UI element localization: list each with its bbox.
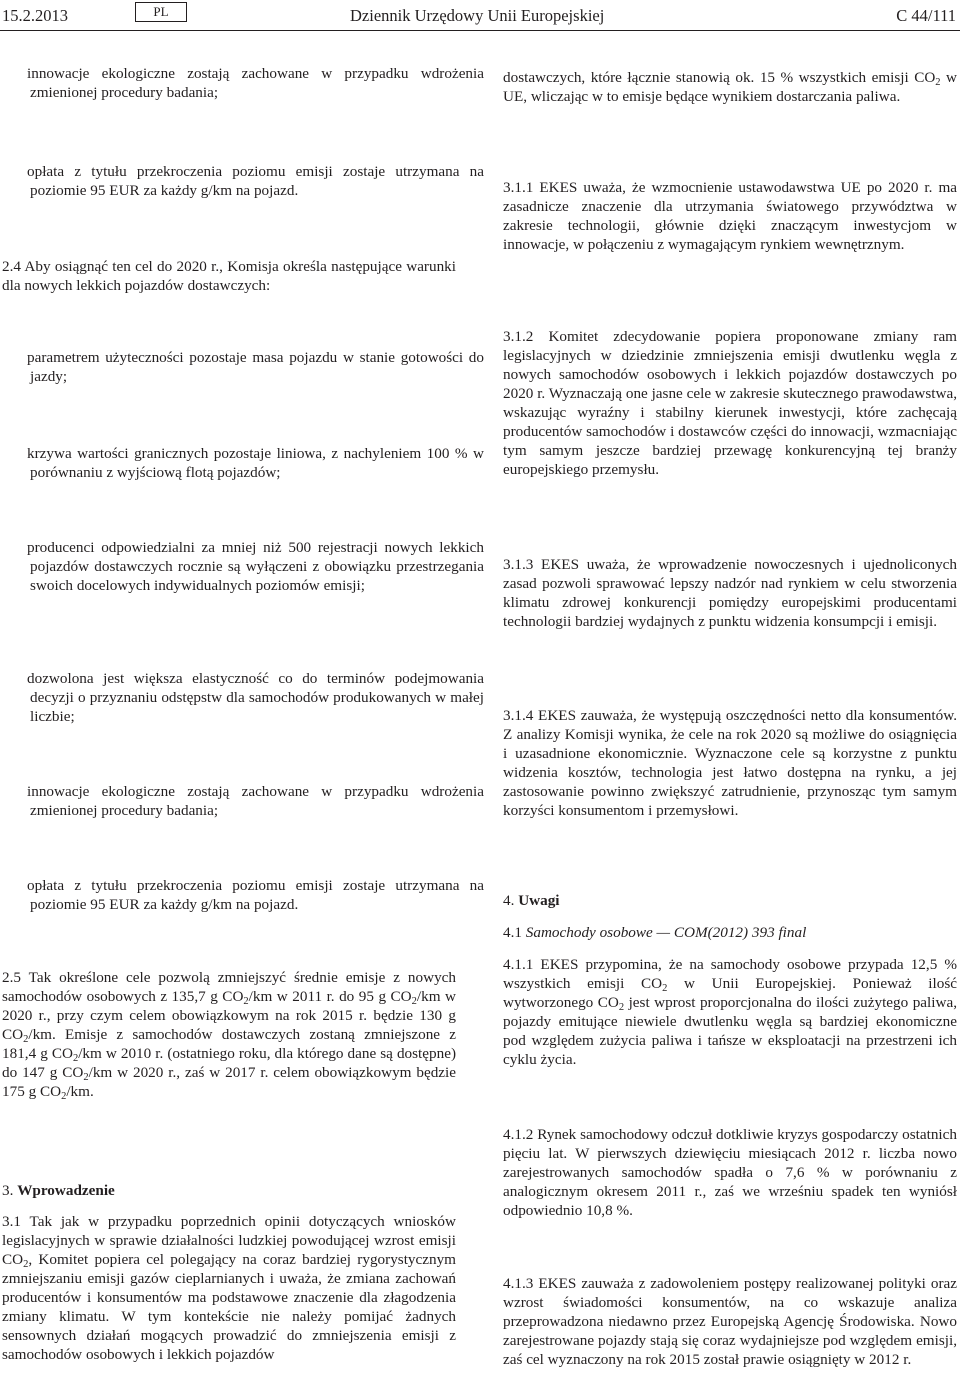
section-heading-3: 3. Wprowadzenie	[2, 1182, 115, 1199]
paragraph-3-1-1: 3.1.1 EKES uważa, że wzmocnienie ustawodawstwa UE po 2020 r. ma zasadnicze znaczenie dla utrzymania światowego przywództwa w zakresie technologii, głównie dzięki znaczącym inwestycjom w innowacje, w połączeniu z wymagającym rynkiem wewnętrznym.	[503, 179, 957, 253]
page-header	[0, 0, 960, 30]
paragraph-2-5: 2.5 Tak określone cele pozwolą zmniejszyć średnie emisje z nowych samochodów osobowych z 135,7 g $CO_2/km$ w 2011 r. do 95 g $CO_2/km$ w 2020 r., przy czym celem obowiązkowym na rok 2015 r. będzie 130 g $CO_2/km$. Emisje z samochodów dostawczych zostaną zmniejszone z 181,4 g $CO_2/km$ w 2010 r. (ostatniego roku, dla którego dane są dostępne) do 147 g $CO_2/km$ w 2020 r., zaś w 2017 r. celem obowiązkowym będzie 175 g $CO_2/km$.	[2, 969, 456, 1102]
paragraph-3-1-3: 3.1.3 EKES uważa, że wprowadzenie nowoczesnych i ujednoliconych zasad pozwoli sprawować lepszy nadzór nad rynkiem w celu stworzenia klimatu zdrowej konkurencji pomiędzy europejskimi producentami technologii bardziej wydajnych z punktu widzenia konsumpcji i emisji.	[503, 556, 957, 630]
paragraph-3-1-4: 3.1.4 EKES zauważa, że występują oszczędności netto dla konsumentów. Z analizy Komisji wynika, że cele na rok 2020 są możliwe do osiągnięcia i uzasadnione ekonomicznie. Wyznaczone cele są korzystne z punktu widzenia kosztów, technologia jest łatwo dostępna na rynku, a jej zastosowanie powinno zwiększyć zatrudnienie, przynosząc tym samym korzyści konsumentom i przemysłowi.	[503, 707, 957, 819]
bullet-item: opłata z tytułu przekroczenia poziomu emisji zostaje utrzymana na poziomie 95 EUR za każdy g/km na pojazd.	[27, 163, 484, 199]
paragraph-3-1: 3.1 Tak jak w przypadku poprzednich opinii dotyczących wniosków legislacyjnych w sprawie działalności ludzkiej powodującej wzrost emisji $CO_2$, Komitet popiera cel polegający na coraz bardziej rygorystycznym zmniejszaniu emisji gazów cieplarnianych i uważa, że zmiana zachowań producentów i konsumentów ma podstawowe znaczenie dla złagodzenia zmiany klimatu. W tym kontekście nie należy pomijać żadnych sensownych działań mogących prowadzić do zmniejszenia emisji z samochodów osobowych i lekkich pojazdów	[2, 1213, 456, 1363]
bullet-item: innowacje ekologiczne zostają zachowane w przypadku wdrożenia zmienionej procedury badania;	[27, 783, 484, 819]
paragraph-3-1-2: 3.1.2 Komitet zdecydowanie popiera proponowane zmiany ram legislacyjnych w dziedzinie zmniejszenia emisji dwutlenku węgla z nowych samochodów osobowych i lekkich pojazdów dostawczych po 2020 r. Wyznaczają one jasne cele w zakresie skutecznego prawodawstwa, wskazując wyraźny i stabilny kierunek inwestycji, które zachęcają producentów samochodów i dostawców części do innowacji, wzmacniając tym samym jeszcze bardziej przewagę konkurencyjną tej branży europejskiego przemysłu.	[503, 328, 957, 478]
section-heading-4: 4. Uwagi	[503, 892, 560, 909]
journal-title: Dziennik Urzędowy Unii Europejskiej	[350, 6, 605, 25]
header-rule	[0, 30, 960, 31]
header-date: 15.2.2013	[2, 6, 68, 25]
language-badge: PL	[135, 2, 187, 22]
bullet-item: dozwolona jest większa elastyczność co do terminów podejmowania decyzji o przyznaniu odstępstw dla samochodów produkowanych w małej liczbie;	[27, 670, 484, 725]
bullet-item: parametrem użyteczności pozostaje masa pojazdu w stanie gotowości do jazdy;	[27, 349, 484, 385]
paragraph-continuation: dostawczych, które łącznie stanowią ok. 15 % wszystkich emisji $CO_2$ w UE, wliczając w to emisje będące wynikiem dostarczania paliwa.	[503, 69, 957, 105]
paragraph-4-1-2: 4.1.2 Rynek samochodowy odczuł dotkliwie kryzys gospodarczy ostatnich pięciu lat. W pierwszych dziewięciu miesiącach 2012 r. liczba nowo zarejestrowanych samochodów spadła o 7,6 % w porównaniu z analogicznym okresem 2011 r., zaś we wrześniu spadek ten wyniósł odpowiednio 10,8 %.	[503, 1126, 957, 1219]
bullet-item: producenci odpowiedzialni za mniej niż 500 rejestracji nowych lekkich pojazdów dostawczych rocznie są wyłączeni z obowiązku przestrzegania swoich docelowych indywidualnych poziomów emisji;	[27, 539, 484, 594]
bullet-item: innowacje ekologiczne zostają zachowane w przypadku wdrożenia zmienionej procedury badania;	[27, 65, 484, 101]
bullet-item: opłata z tytułu przekroczenia poziomu emisji zostaje utrzymana na poziomie 95 EUR za każdy g/km na pojazd.	[27, 877, 484, 913]
paragraph-4-1-1: 4.1.1 EKES przypomina, że na samochody osobowe przypada 12,5 % wszystkich emisji $CO_2$ w Unii Europejskiej. Ponieważ ilość wytworzonego $CO_2$ jest wprost proporcjonalna do ilości zużytego paliwa, pojazdy emitujące niewiele dwutlenku węgla są bardziej ekonomiczne pod względem zużycia paliwa i tańsze w eksploatacji na przestrzeni ich cyklu życia.	[503, 956, 957, 1068]
paragraph-4-1-3: 4.1.3 EKES zauważa z zadowoleniem postępy realizowanej polityki oraz wzrost świadomości konsumentów, na co wskazuje analiza przeprowadzona niedawno przez Europejską Agencję Środowiska. Nowo zarejestrowane pojazdy stają się coraz wydajniejsze pod względem emisji, zaś cel wyznaczony na rok 2015 został prawie osiągnięty w 2012 r.	[503, 1275, 957, 1368]
bullet-item: krzywa wartości granicznych pozostaje liniowa, z nachyleniem 100 % w porównaniu z wyjściową flotą pojazdów;	[27, 445, 484, 481]
page-number: C 44/111	[896, 6, 956, 25]
subsection-heading-4-1: 4.1 Samochody osobowe — COM(2012) 393 final	[503, 924, 807, 941]
paragraph-2-4: 2.4 Aby osiągnąć ten cel do 2020 r., Komisja określa następujące warunki dla nowych lekkich pojazdów dostawczych:	[2, 258, 456, 294]
